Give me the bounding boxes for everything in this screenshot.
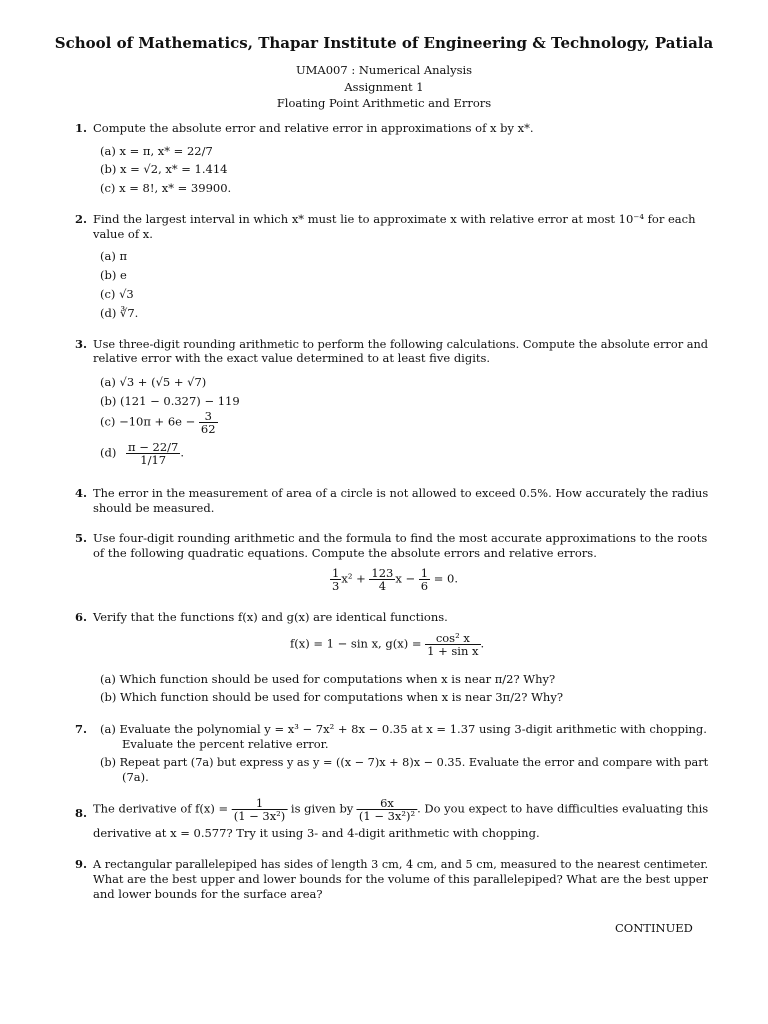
fraction-denominator: (1 − 3x²)² xyxy=(358,809,416,823)
fraction-denominator: 4 xyxy=(378,579,387,593)
fraction xyxy=(330,567,341,592)
question-number: 5. xyxy=(75,531,88,545)
question-number: 2. xyxy=(75,212,88,226)
question-number: 6. xyxy=(75,610,88,624)
fraction xyxy=(126,441,180,466)
question-3-item-d-end: . xyxy=(180,445,184,460)
question-number: 7. xyxy=(75,722,88,736)
fraction-numerator: 3 xyxy=(199,410,218,423)
question-8-text-2: is given by xyxy=(290,801,354,816)
course-code: UMA007 : Numerical Analysis xyxy=(295,63,473,77)
question-number: 8. xyxy=(75,806,88,820)
question-2-item-c: (c) √3 xyxy=(100,287,134,301)
question-6-item-a: (a) Which function should be used for computations when x is near π/2? Why? xyxy=(100,672,556,686)
fraction xyxy=(232,797,288,822)
fraction-numerator: 1 xyxy=(232,797,288,810)
question-5-line-2: of the following quadratic equations. Compute the absolute errors and relative errors. xyxy=(93,546,597,560)
question-2-item-a: (a) π xyxy=(100,249,128,263)
question-number: 3. xyxy=(75,337,88,351)
fraction xyxy=(369,567,395,592)
question-8-text-1: The derivative of f(x) = xyxy=(93,801,229,816)
question-9-line-1: A rectangular parallelepiped has sides of length 3 cm, 4 cm, and 5 cm, measured to the nearest centimeter. xyxy=(93,857,709,871)
fraction-denominator: 1 + sin x xyxy=(427,644,479,658)
question-5-equation xyxy=(330,567,458,592)
question-8-line-1 xyxy=(93,797,708,822)
question-2-line-1: Find the largest interval in which x* must lie to approximate x with relative error at most 10⁻⁴ for each xyxy=(93,212,696,226)
question-4-line-1: The error in the measurement of area of a circle is not allowed to exceed 0.5%. How accurately the radius xyxy=(93,486,709,500)
question-6-equation xyxy=(290,632,484,657)
question-7-item-b-line-1: (b) Repeat part (7a) but express y as y = ((x − 7)x + 8)x − 0.35. Evaluate the error and compare with part xyxy=(100,755,709,769)
fraction-denominator: 1/17 xyxy=(140,453,167,467)
assignment-topic: Floating Point Arithmetic and Errors xyxy=(276,96,492,110)
question-number: 9. xyxy=(75,857,88,871)
question-3-item-c xyxy=(100,410,218,435)
fraction-numerator: 1 xyxy=(332,566,340,580)
equation-term: x² + xyxy=(341,571,366,586)
question-1-item-b: (b) x = √2, x* = 1.414 xyxy=(100,162,228,176)
question-7-item-b-line-2: (7a). xyxy=(122,770,149,784)
fraction-denominator: (1 − 3x²) xyxy=(233,809,286,823)
question-3-item-d xyxy=(100,441,184,466)
question-8-line-2: derivative at x = 0.577? Try it using 3- and 4-digit arithmetic with chopping. xyxy=(93,826,540,840)
fraction-numerator: π − 22/7 xyxy=(128,440,179,454)
question-number: 1. xyxy=(75,121,88,135)
fraction xyxy=(199,410,218,435)
question-9-line-2: What are the best upper and lower bounds for the volume of this parallelepiped? What are the best upper xyxy=(93,872,708,886)
question-4-line-2: should be measured. xyxy=(93,501,215,515)
question-8-text-3: . Do you expect to have difficulties evaluating this xyxy=(417,801,709,816)
equation-end: . xyxy=(480,636,485,651)
question-1-text: Compute the absolute error and relative error in approximations of x by x*. xyxy=(93,121,534,135)
question-3-item-d-label: (d) xyxy=(100,445,117,460)
fraction-denominator: 3 xyxy=(332,579,340,593)
continued-label: CONTINUED xyxy=(615,921,693,935)
equation-left: f(x) = 1 − sin x, g(x) = xyxy=(290,636,422,651)
question-3-item-b: (b) (121 − 0.327) − 119 xyxy=(100,394,240,408)
page-title: School of Mathematics, Thapar Institute of Engineering & Technology, Patiala xyxy=(54,34,714,52)
question-7-item-a-line-1: (a) Evaluate the polynomial y = x³ − 7x² + 8x − 0.35 at x = 1.37 using 3-digit arithmetic with chopping. xyxy=(100,722,707,736)
fraction xyxy=(357,797,417,822)
question-1-item-a: (a) x = π, x* = 22/7 xyxy=(100,144,213,158)
question-2-line-2: value of x. xyxy=(93,227,153,241)
question-number: 4. xyxy=(75,486,88,500)
question-7-item-a-line-2: Evaluate the percent relative error. xyxy=(122,737,329,751)
fraction-numerator: cos² x xyxy=(425,632,480,645)
question-9-line-3: and lower bounds for the surface area? xyxy=(93,887,323,901)
question-6-item-b: (b) Which function should be used for computations when x is near 3π/2? Why? xyxy=(100,690,564,704)
fraction-numerator: 6x xyxy=(357,797,417,810)
question-2-item-d: (d) ∛7. xyxy=(100,306,139,320)
fraction xyxy=(425,632,480,657)
question-3-item-c-label: (c) −10π + 6e − xyxy=(100,414,196,429)
assignment-number: Assignment 1 xyxy=(344,80,424,94)
fraction-denominator: 62 xyxy=(200,422,216,436)
question-5-line-1: Use four-digit rounding arithmetic and the formula to find the most accurate approximations to the roots xyxy=(93,531,708,545)
fraction-numerator: 123 xyxy=(371,566,394,580)
equation-term: = 0. xyxy=(433,571,459,586)
question-1-item-c: (c) x = 8!, x* = 39900. xyxy=(100,181,232,195)
question-3-item-a: (a) √3 + (√5 + √7) xyxy=(100,375,207,389)
fraction-denominator: 6 xyxy=(420,579,429,593)
question-3-line-2: relative error with the exact value determined to at least five digits. xyxy=(93,351,491,365)
question-6-text: Verify that the functions f(x) and g(x) are identical functions. xyxy=(93,610,448,624)
question-2-item-b: (b) e xyxy=(100,268,127,282)
equation-term: x − xyxy=(395,571,416,586)
fraction-numerator: 1 xyxy=(420,566,429,580)
question-3-line-1: Use three-digit rounding arithmetic to perform the following calculations. Compute the absolute error and xyxy=(93,337,709,351)
fraction xyxy=(419,567,430,592)
